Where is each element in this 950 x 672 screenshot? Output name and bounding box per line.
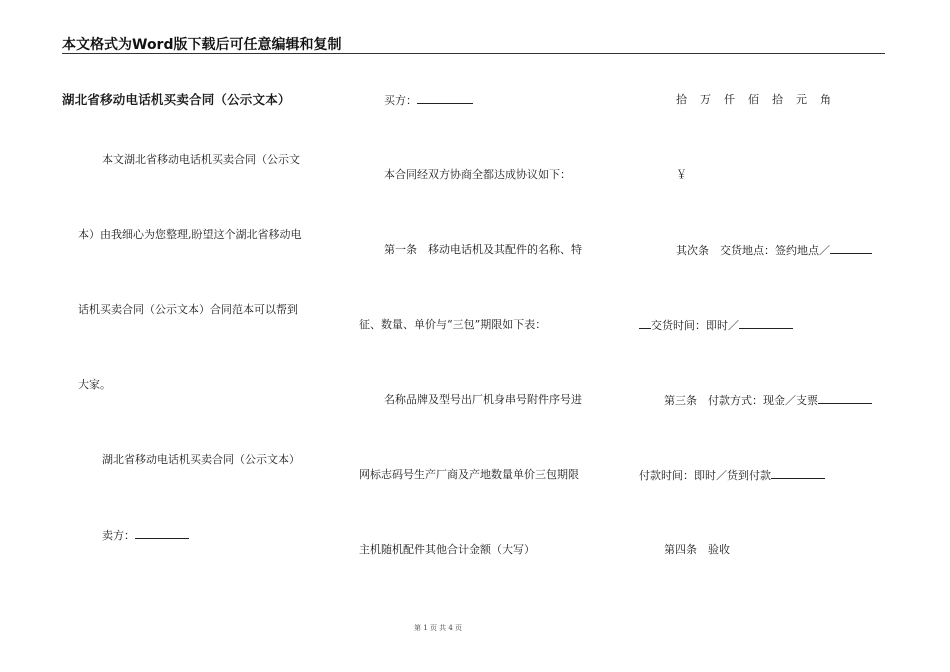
table-header-line-3: 主机随机配件其他合计金额（大写） (359, 543, 535, 556)
seller-line (102, 528, 189, 543)
document-header: 本文格式为Word版下载后可任意编辑和复制 (62, 37, 342, 53)
intro-line-3: 话机买卖合同（公示文本）合同范本可以帮到 (78, 303, 298, 316)
article-2-line (676, 243, 872, 258)
buyer-blank (417, 93, 473, 104)
payment-time-blank (771, 468, 825, 479)
intro-line-1: 本文湖北省移动电话机买卖合同（公示文 (102, 153, 300, 166)
header-divider (62, 53, 885, 54)
article-4-title: 第四条 验收 (664, 543, 730, 556)
document-title: 湖北省移动电话机买卖合同（公示文本） (62, 92, 291, 107)
article-1-line-1: 第一条 移动电话机及其配件的名称、特 (384, 243, 582, 256)
buyer-line (384, 93, 473, 108)
delivery-place-blank (830, 243, 872, 254)
payment-time-line (639, 468, 825, 483)
buyer-label: 买方： (384, 94, 417, 107)
intro-line-4: 大家。 (78, 378, 111, 391)
intro-line-2: 本）由我细心为您整理,盼望这个湖北省移动电 (78, 228, 302, 241)
yen-symbol: ￥ (676, 168, 687, 181)
article-2-text: 其次条 交货地点：签约地点／ (676, 244, 830, 257)
table-header-line-1: 名称品牌及型号出厂机身串号附件序号进 (384, 393, 582, 406)
delivery-time-blank (739, 318, 793, 329)
payment-method-blank (818, 393, 872, 404)
delivery-time-line (639, 318, 793, 333)
seller-label: 卖方： (102, 529, 135, 542)
article-3-line (664, 393, 872, 408)
article-3-text: 第三条 付款方式：现金／支票 (664, 394, 818, 407)
seller-blank (135, 528, 189, 539)
amount-units: 拾万仟佰拾元角 (676, 93, 844, 106)
article-1-line-2: 征、数量、单价与“三包”期限如下表： (359, 318, 547, 331)
contract-subtitle: 湖北省移动电话机买卖合同（公示文本） (102, 453, 300, 466)
table-header-line-2: 网标志码号生产厂商及产地数量单价三包期限 (359, 468, 579, 481)
delivery-time-lead-blank (639, 318, 651, 329)
agreement-statement: 本合同经双方协商全都达成协议如下： (384, 168, 571, 181)
delivery-time-text: 交货时间：即时／ (651, 319, 739, 332)
page-number: 第 1 页 共 4 页 (414, 624, 463, 632)
payment-time-text: 付款时间：即时／货到付款 (639, 469, 771, 482)
